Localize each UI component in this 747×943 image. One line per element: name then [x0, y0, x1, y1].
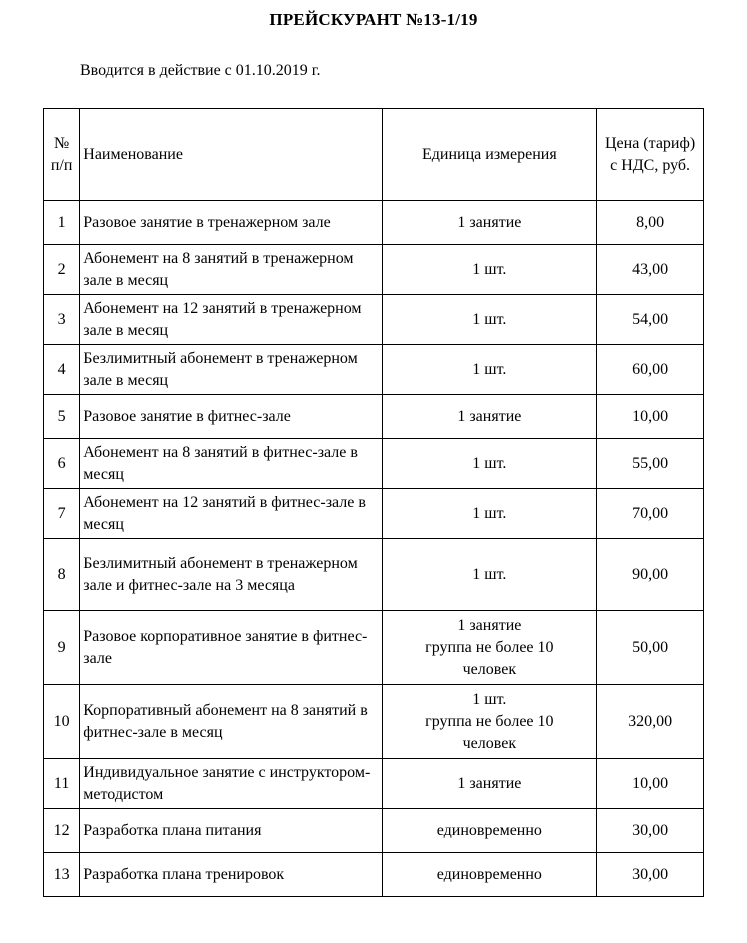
row-num: 5 [44, 395, 80, 439]
row-price: 43,00 [597, 245, 704, 295]
row-num: 7 [44, 489, 80, 539]
row-unit: единовременно [382, 809, 597, 853]
row-num: 6 [44, 439, 80, 489]
table-row [44, 295, 704, 345]
row-name: Абонемент на 12 занятий в тренажерном зале в месяц [80, 295, 382, 345]
table-row [44, 809, 704, 853]
row-num: 10 [44, 685, 80, 759]
table-row [44, 685, 704, 759]
row-unit: 1 шт. [382, 489, 597, 539]
row-price: 70,00 [597, 489, 704, 539]
table-row [44, 439, 704, 489]
table-row [44, 853, 704, 897]
row-name: Абонемент на 8 занятий в тренажерном зале в месяц [80, 245, 382, 295]
row-unit: единовременно [382, 853, 597, 897]
row-unit: 1 шт. [382, 295, 597, 345]
row-price: 320,00 [597, 685, 704, 759]
row-price: 10,00 [597, 395, 704, 439]
row-name: Абонемент на 12 занятий в фитнес-зале в месяц [80, 489, 382, 539]
row-num: 13 [44, 853, 80, 897]
row-num: 11 [44, 759, 80, 809]
header-name: Наименование [80, 109, 382, 201]
row-unit: 1 занятие [382, 201, 597, 245]
row-name: Корпоративный абонемент на 8 занятий в фитнес-зале в месяц [80, 685, 382, 759]
row-unit: 1 шт. [382, 245, 597, 295]
table-row [44, 489, 704, 539]
price-table [43, 108, 704, 897]
row-unit: 1 шт. [382, 345, 597, 395]
row-name: Разовое занятие в тренажерном зале [80, 201, 382, 245]
row-name: Безлимитный абонемент в тренажерном зале и фитнес-зале на 3 месяца [80, 539, 382, 611]
header-unit: Единица измерения [382, 109, 597, 201]
row-name: Абонемент на 8 занятий в фитнес-зале в месяц [80, 439, 382, 489]
row-num: 8 [44, 539, 80, 611]
row-price: 90,00 [597, 539, 704, 611]
row-price: 55,00 [597, 439, 704, 489]
row-price: 60,00 [597, 345, 704, 395]
table-row [44, 245, 704, 295]
row-num: 9 [44, 611, 80, 685]
row-num: 1 [44, 201, 80, 245]
row-unit: 1 занятие [382, 395, 597, 439]
table-row [44, 611, 704, 685]
row-name: Индивидуальное занятие с инструктором-методистом [80, 759, 382, 809]
row-name: Безлимитный абонемент в тренажерном зале в месяц [80, 345, 382, 395]
row-unit: 1 шт. [382, 439, 597, 489]
row-num: 12 [44, 809, 80, 853]
row-price: 30,00 [597, 809, 704, 853]
row-unit: 1 занятие группа не более 10 человек [382, 611, 597, 685]
row-unit: 1 занятие [382, 759, 597, 809]
effective-date: Вводится в действие с 01.10.2019 г. [80, 62, 321, 79]
table-row [44, 539, 704, 611]
row-num: 2 [44, 245, 80, 295]
row-name: Разработка плана тренировок [80, 853, 382, 897]
table-row [44, 395, 704, 439]
row-price: 54,00 [597, 295, 704, 345]
row-price: 10,00 [597, 759, 704, 809]
row-unit: 1 шт. [382, 539, 597, 611]
row-price: 8,00 [597, 201, 704, 245]
row-price: 30,00 [597, 853, 704, 897]
table-row [44, 759, 704, 809]
row-num: 3 [44, 295, 80, 345]
table-row [44, 345, 704, 395]
table-row [44, 201, 704, 245]
row-name: Разовое корпоративное занятие в фитнес-зале [80, 611, 382, 685]
table-header-row [44, 109, 704, 201]
row-num: 4 [44, 345, 80, 395]
row-name: Разработка плана питания [80, 809, 382, 853]
header-price: Цена (тариф) с НДС, руб. [597, 109, 704, 201]
header-num: № п/п [44, 109, 80, 201]
row-unit: 1 шт. группа не более 10 человек [382, 685, 597, 759]
row-name: Разовое занятие в фитнес-зале [80, 395, 382, 439]
document-title: ПРЕЙСКУРАНТ №13-1/19 [269, 10, 478, 29]
row-price: 50,00 [597, 611, 704, 685]
